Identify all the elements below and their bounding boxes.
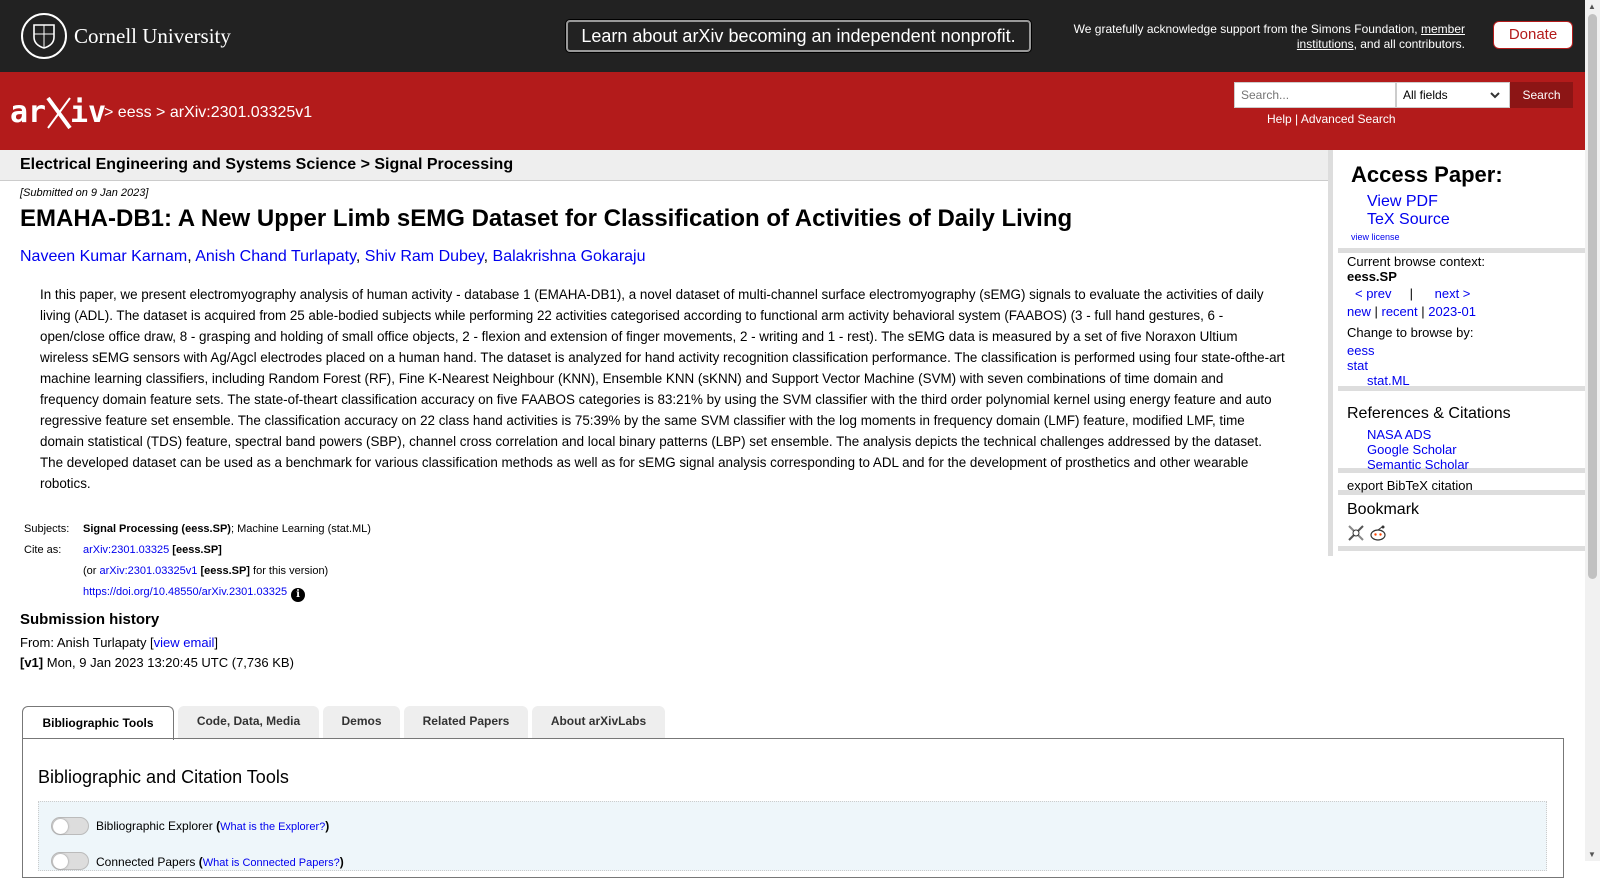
svg-text:iv: iv	[70, 95, 107, 130]
author-link[interactable]: Shiv Ram Dubey	[364, 248, 484, 265]
tab-bibliographic-tools[interactable]: Bibliographic Tools	[22, 706, 174, 740]
author-separator: ,	[483, 248, 493, 265]
acknowledgement-text	[1045, 22, 1465, 52]
subjects-label: Subjects:	[24, 523, 70, 535]
cite-category: [eess.SP]	[172, 544, 222, 556]
subjects-value	[81, 520, 373, 539]
submission-date: [Submitted on 9 Jan 2023]	[20, 187, 149, 199]
paren-close: )	[325, 819, 330, 833]
abstract-text: In this paper, we present electromyography analysis of human activity - database 1 (EMAHA-DB1), a novel dataset of multi-channel surface electromyography (sEMG) signals to evaluate the activities of daily living (ADL). The dataset is acquired from 25 able-bodied subjects while performing 22 activities categorised according to functional arm activity behavioral system (FAABOS) (3 - full hand gestures, 6 - open/close office draw, 8 - grasping and holding of small office objects, 2 - flexion and extension of finger movements, 2 - writing and 1 - rest). The sEMG data is measured by a set of five Noraxon Ultium wireless sEMG sensors with Ag/Agcl electrodes placed on a human hand. The dataset is analyzed for hand activity recognition classification performance. The classification is performed using four state-ofthe-art machine learning classifiers, including Random Forest (RF), Fine K-Nearest Neighbour (KNN), Ensemble KNN (sKNN) and Support Vector Machine (SVM) with seven combinations of time domain and frequency domain feature sets. The state-of-theart classification accuracy on five FAABOS categories is 83:21% by using the SVM classifier with the third order polynomial kernel using energy feature and auto regressive feature set ensemble. The classification accuracy on 22 class hand activities is 75:39% by the same SVM classifier with the log moments in frequency domain (LMF) feature, modified LMF, time domain statistical (TDS) feature, spectral band powers (SBP), channel cross correlation and local binary patterns (LBP) set ensemble. The analysis depicts the technical challenges addressed by the dataset. The developed dataset can be used as a benchmark for various classification methods as well as for sEMG signal analysis corresponding to ADL and for the development of prosthetics and other wearable robotics.	[40, 287, 1285, 491]
search-input[interactable]: Search...	[1234, 82, 1396, 108]
ack-suffix: , and all contributors.	[1353, 37, 1465, 51]
tab-demos[interactable]: Demos	[323, 706, 400, 739]
view-pdf-link[interactable]: View PDF	[1367, 193, 1438, 210]
recent-link[interactable]: recent	[1381, 304, 1418, 319]
chevron-down-icon	[1489, 83, 1501, 115]
browse-context-label: Current browse context:	[1347, 254, 1486, 269]
category-header: Electrical Engineering and Systems Science > Signal Processing	[0, 150, 1328, 181]
what-is-connected-papers-link[interactable]: What is Connected Papers?	[202, 857, 340, 869]
doi-row	[22, 583, 373, 605]
browse-context-value: eess.SP	[1347, 269, 1397, 284]
advanced-search-link[interactable]: Advanced Search	[1300, 112, 1396, 126]
search-button[interactable]: Search	[1510, 82, 1573, 108]
search-field-select[interactable]	[1396, 82, 1510, 108]
connected-label-text: Connected Papers	[96, 855, 196, 869]
breadcrumb-separator: >	[104, 104, 114, 121]
google-scholar-link[interactable]: Google Scholar	[1367, 442, 1457, 457]
primary-subject: Signal Processing (eess.SP)	[83, 523, 231, 535]
cite-version-row	[22, 562, 373, 581]
references-title: References & Citations	[1347, 405, 1511, 422]
connected-papers-toggle[interactable]	[51, 852, 89, 870]
arxiv-header	[0, 72, 1585, 150]
version-details: Mon, 9 Jan 2023 13:20:45 UTC (7,736 KB)	[46, 655, 294, 670]
donate-button[interactable]: Donate	[1493, 21, 1573, 49]
breadcrumb-paper: arXiv:2301.03325v1	[169, 104, 313, 121]
connected-papers-label	[96, 855, 344, 869]
breadcrumb-archive[interactable]: eess	[117, 104, 152, 121]
from-prefix: From: Anish Turlapaty [	[20, 635, 154, 650]
svg-text:ar: ar	[10, 95, 47, 130]
submission-from	[20, 635, 218, 650]
secondary-subject: ; Machine Learning (stat.ML)	[230, 523, 371, 535]
version-label: [v1]	[20, 655, 44, 670]
semantic-scholar-link[interactable]: Semantic Scholar	[1367, 457, 1469, 472]
scroll-thumb[interactable]	[1588, 14, 1597, 579]
help-links	[1267, 112, 1396, 126]
help-separator: |	[1295, 112, 1299, 126]
scroll-down-icon[interactable]: ▼	[1588, 850, 1596, 859]
author-link[interactable]: Balakrishna Gokaraju	[492, 248, 646, 265]
export-bibtex-link[interactable]: export BibTeX citation	[1347, 478, 1473, 493]
author-separator: ,	[355, 248, 365, 265]
nonprofit-banner-button[interactable]: Learn about arXiv becoming an independent nonprofit.	[566, 20, 1031, 52]
top-banner	[0, 0, 1585, 72]
browse-stat-link[interactable]: stat	[1347, 358, 1368, 373]
cornell-university-name[interactable]: Cornell University	[74, 24, 231, 48]
author-separator: ,	[187, 248, 196, 265]
change-browse-label: Change to browse by:	[1347, 325, 1474, 340]
new-recent-nav	[1347, 304, 1476, 319]
explorer-label-text: Bibliographic Explorer	[96, 819, 213, 833]
nasa-ads-link[interactable]: NASA ADS	[1367, 427, 1432, 442]
bookmark-icons	[1347, 524, 1387, 547]
tex-source-link[interactable]: TeX Source	[1367, 211, 1450, 228]
nav-separator: |	[1409, 286, 1413, 301]
access-paper-title: Access Paper:	[1351, 162, 1503, 187]
or-suffix: for this version)	[253, 565, 329, 577]
view-license-link[interactable]: view license	[1351, 232, 1400, 242]
cite-value	[81, 541, 373, 560]
next-link[interactable]: next >	[1434, 286, 1471, 301]
ack-prefix: We gratefully acknowledge support from the Simons Foundation,	[1073, 22, 1418, 36]
bibliographic-explorer-label	[96, 819, 329, 833]
from-suffix: ]	[214, 635, 218, 650]
paren-open: (	[198, 855, 203, 869]
panel-title: Bibliographic and Citation Tools	[38, 767, 289, 787]
cite-id-link[interactable]: arXiv:2301.03325	[83, 544, 170, 556]
cite-version-category: [eess.SP]	[200, 565, 250, 577]
bibsonomy-icon[interactable]	[1347, 529, 1369, 546]
new-link[interactable]: new	[1347, 304, 1371, 319]
or-prefix: (or	[83, 565, 97, 577]
prev-link[interactable]: < prev	[1355, 286, 1392, 301]
tab-related-papers[interactable]: Related Papers	[404, 706, 528, 739]
nav-separator: |	[1374, 304, 1378, 319]
page-scrollbar[interactable]	[1585, 0, 1600, 861]
scroll-up-icon[interactable]: ▲	[1588, 2, 1596, 11]
cite-version-link[interactable]: arXiv:2301.03325v1	[99, 565, 198, 577]
paper-title: EMAHA-DB1: A New Upper Limb sEMG Dataset for Classification of Activities of Daily Living	[20, 205, 1073, 232]
doi-link[interactable]: https://doi.org/10.48550/arXiv.2301.03325	[83, 586, 288, 598]
prev-next-nav	[1355, 286, 1470, 301]
bibliographic-explorer-toggle[interactable]	[51, 817, 89, 835]
right-sidebar	[1328, 150, 1585, 556]
tab-code-data-media[interactable]: Code, Data, Media	[178, 706, 319, 739]
browse-eess-link[interactable]: eess	[1347, 343, 1375, 358]
author-link[interactable]: Naveen Kumar Karnam	[20, 248, 188, 265]
cite-label: Cite as:	[24, 544, 62, 556]
search-field-value: All fields	[1403, 88, 1448, 102]
nav-separator: |	[1421, 304, 1425, 319]
author-list	[20, 248, 646, 266]
tab-about-arxivlabs[interactable]: About arXivLabs	[532, 706, 665, 739]
paren-close: )	[339, 855, 344, 869]
view-email-link[interactable]: view email	[153, 635, 215, 650]
paren-open: (	[216, 819, 221, 833]
author-link[interactable]: Anish Chand Turlapaty	[195, 248, 356, 265]
reddit-icon[interactable]	[1369, 529, 1387, 546]
cite-version-value	[81, 562, 373, 581]
help-link[interactable]: Help	[1267, 112, 1292, 126]
subjects-row	[22, 520, 373, 539]
what-is-explorer-link[interactable]: What is the Explorer?	[220, 821, 326, 833]
browse-statml-link[interactable]: stat.ML	[1367, 373, 1410, 388]
cornell-seal-icon[interactable]	[21, 13, 67, 59]
breadcrumb-separator: >	[156, 104, 166, 121]
version-entry	[20, 655, 294, 670]
arxiv-logo-icon[interactable]	[10, 92, 107, 137]
bookmark-title: Bookmark	[1347, 501, 1420, 518]
info-icon[interactable]: i	[291, 588, 305, 602]
submission-history-title: Submission history	[20, 611, 160, 628]
cite-row	[22, 541, 373, 560]
month-link[interactable]: 2023-01	[1428, 304, 1476, 319]
breadcrumb	[104, 104, 312, 122]
doi-value	[81, 583, 373, 605]
member-institutions-link[interactable]: member institutions	[1296, 22, 1465, 51]
metadata-table	[20, 518, 375, 607]
